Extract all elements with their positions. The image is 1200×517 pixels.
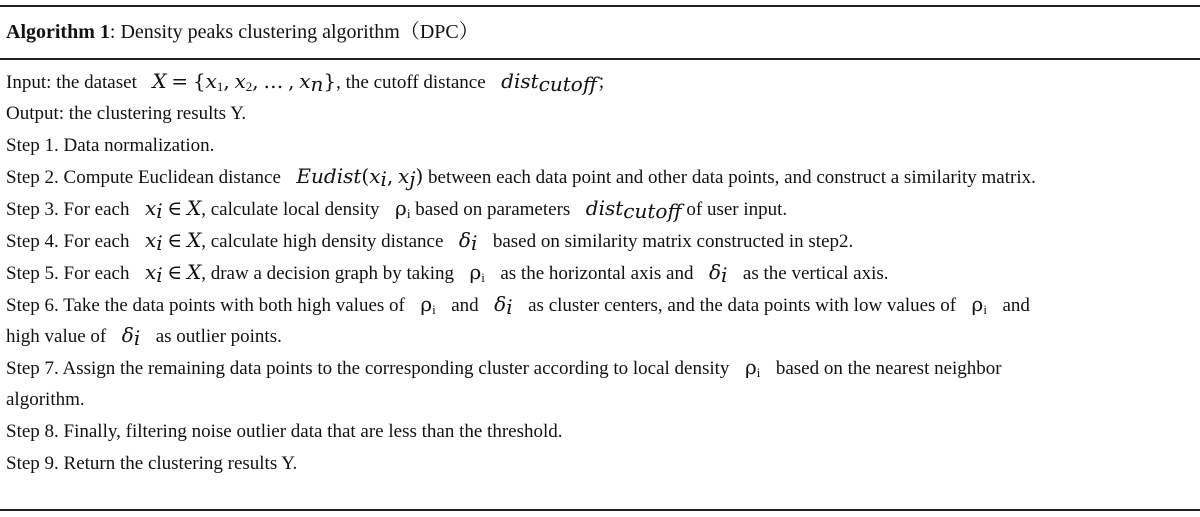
- step-1: Step 1. Data normalization.: [6, 134, 215, 156]
- input-prefix: Input: the dataset: [6, 72, 137, 93]
- step-4-prefix: Step 4. For each: [6, 230, 130, 252]
- step-7-continued: algorithm.: [6, 388, 85, 410]
- step-3: [6, 193, 1198, 225]
- step-5-prefix: Step 5. For each: [6, 262, 130, 284]
- step-4-mid: , calculate high density distance: [201, 230, 444, 252]
- step-5-mid2: as the horizontal axis and: [500, 262, 694, 284]
- delta-symbol: $\delta_i$: [708, 259, 728, 287]
- membership-expression: $x_i$ ∈ X: [144, 227, 202, 255]
- step-3-mid: , calculate local density: [201, 199, 380, 221]
- delta-symbol: $\delta_i$: [121, 323, 141, 351]
- membership-expression: $x_i$ ∈ X: [144, 196, 202, 224]
- step-6-prefix: Step 6. Take the data points with both high values of: [6, 294, 405, 316]
- step-6-cont-suffix: as outlier points.: [155, 326, 282, 348]
- step-5-suffix: as the vertical axis.: [742, 262, 889, 284]
- step-8: Step 8. Finally, filtering noise outlier data that are less than the threshold.: [6, 420, 563, 442]
- step-3-mid2: based on parameters: [415, 199, 571, 221]
- dataset-expression: $X = \{x_1$, $x_2$, … , $x_n$}: [152, 69, 337, 96]
- step-9: Step 9. Return the clustering results Y.: [6, 452, 298, 474]
- step-7-suffix: based on the nearest neighbor: [775, 358, 1002, 380]
- step-5: [6, 257, 1198, 289]
- cutoff-distance-param: dist$_{cutoff}$: [501, 69, 597, 96]
- step-7-prefix: Step 7. Assign the remaining data points to the corresponding cluster according to local density: [6, 358, 730, 380]
- delta-symbol: $\delta_i$: [458, 227, 478, 255]
- input-suffix: ；: [597, 72, 617, 93]
- rho-symbol: $\rho_i$: [420, 291, 436, 317]
- input-middle: , the cutoff distance: [336, 72, 486, 93]
- rho-symbol: $\rho_i$: [744, 355, 761, 381]
- algorithm-header: [6, 20, 479, 44]
- step-6-and: and: [451, 294, 479, 316]
- eudist-expression: $Eudist(x_i$, $x_j$): [296, 164, 424, 192]
- delta-symbol: $\delta_i$: [494, 291, 513, 319]
- rho-symbol: $\rho_i$: [971, 291, 987, 317]
- step-2: [6, 161, 1198, 193]
- rho-symbol: $\rho_i$: [395, 196, 411, 222]
- algorithm-title: : Density peaks clustering algorithm（DPC）: [109, 21, 479, 43]
- table-bottom-rule: [0, 509, 1200, 511]
- step-6: [6, 289, 1198, 321]
- cutoff-distance-param: dist$_{cutoff}$: [585, 196, 682, 224]
- step-6-and-2: and: [1002, 294, 1030, 316]
- algorithm-label: Algorithm 1: [6, 21, 110, 43]
- step-4: [6, 225, 1198, 257]
- step-2-prefix: Step 2. Compute Euclidean distance: [6, 167, 281, 189]
- step-6-continued: [6, 320, 1198, 352]
- step-5-mid: , draw a decision graph by taking: [201, 262, 454, 284]
- step-4-suffix: based on similarity matrix constructed in step2.: [492, 230, 854, 252]
- header-rule: [0, 58, 1200, 60]
- table-top-rule: [0, 5, 1200, 7]
- step-6-mid: as cluster centers, and the data points with low values of: [528, 294, 957, 316]
- step-6-cont-prefix: high value of: [6, 326, 107, 348]
- algorithm-body: [6, 66, 1198, 479]
- rho-symbol: $\rho_i$: [469, 259, 485, 285]
- step-3-suffix: of user input.: [686, 199, 788, 221]
- membership-expression: $x_i$ ∈ X: [144, 259, 202, 287]
- step-2-suffix: between each data point and other data points, and construct a similarity matrix.: [428, 167, 1036, 189]
- output-line: Output: the clustering results Y.: [6, 102, 247, 124]
- input-line: [6, 66, 1198, 98]
- step-3-prefix: Step 3. For each: [6, 199, 130, 221]
- step-7: [6, 352, 1198, 384]
